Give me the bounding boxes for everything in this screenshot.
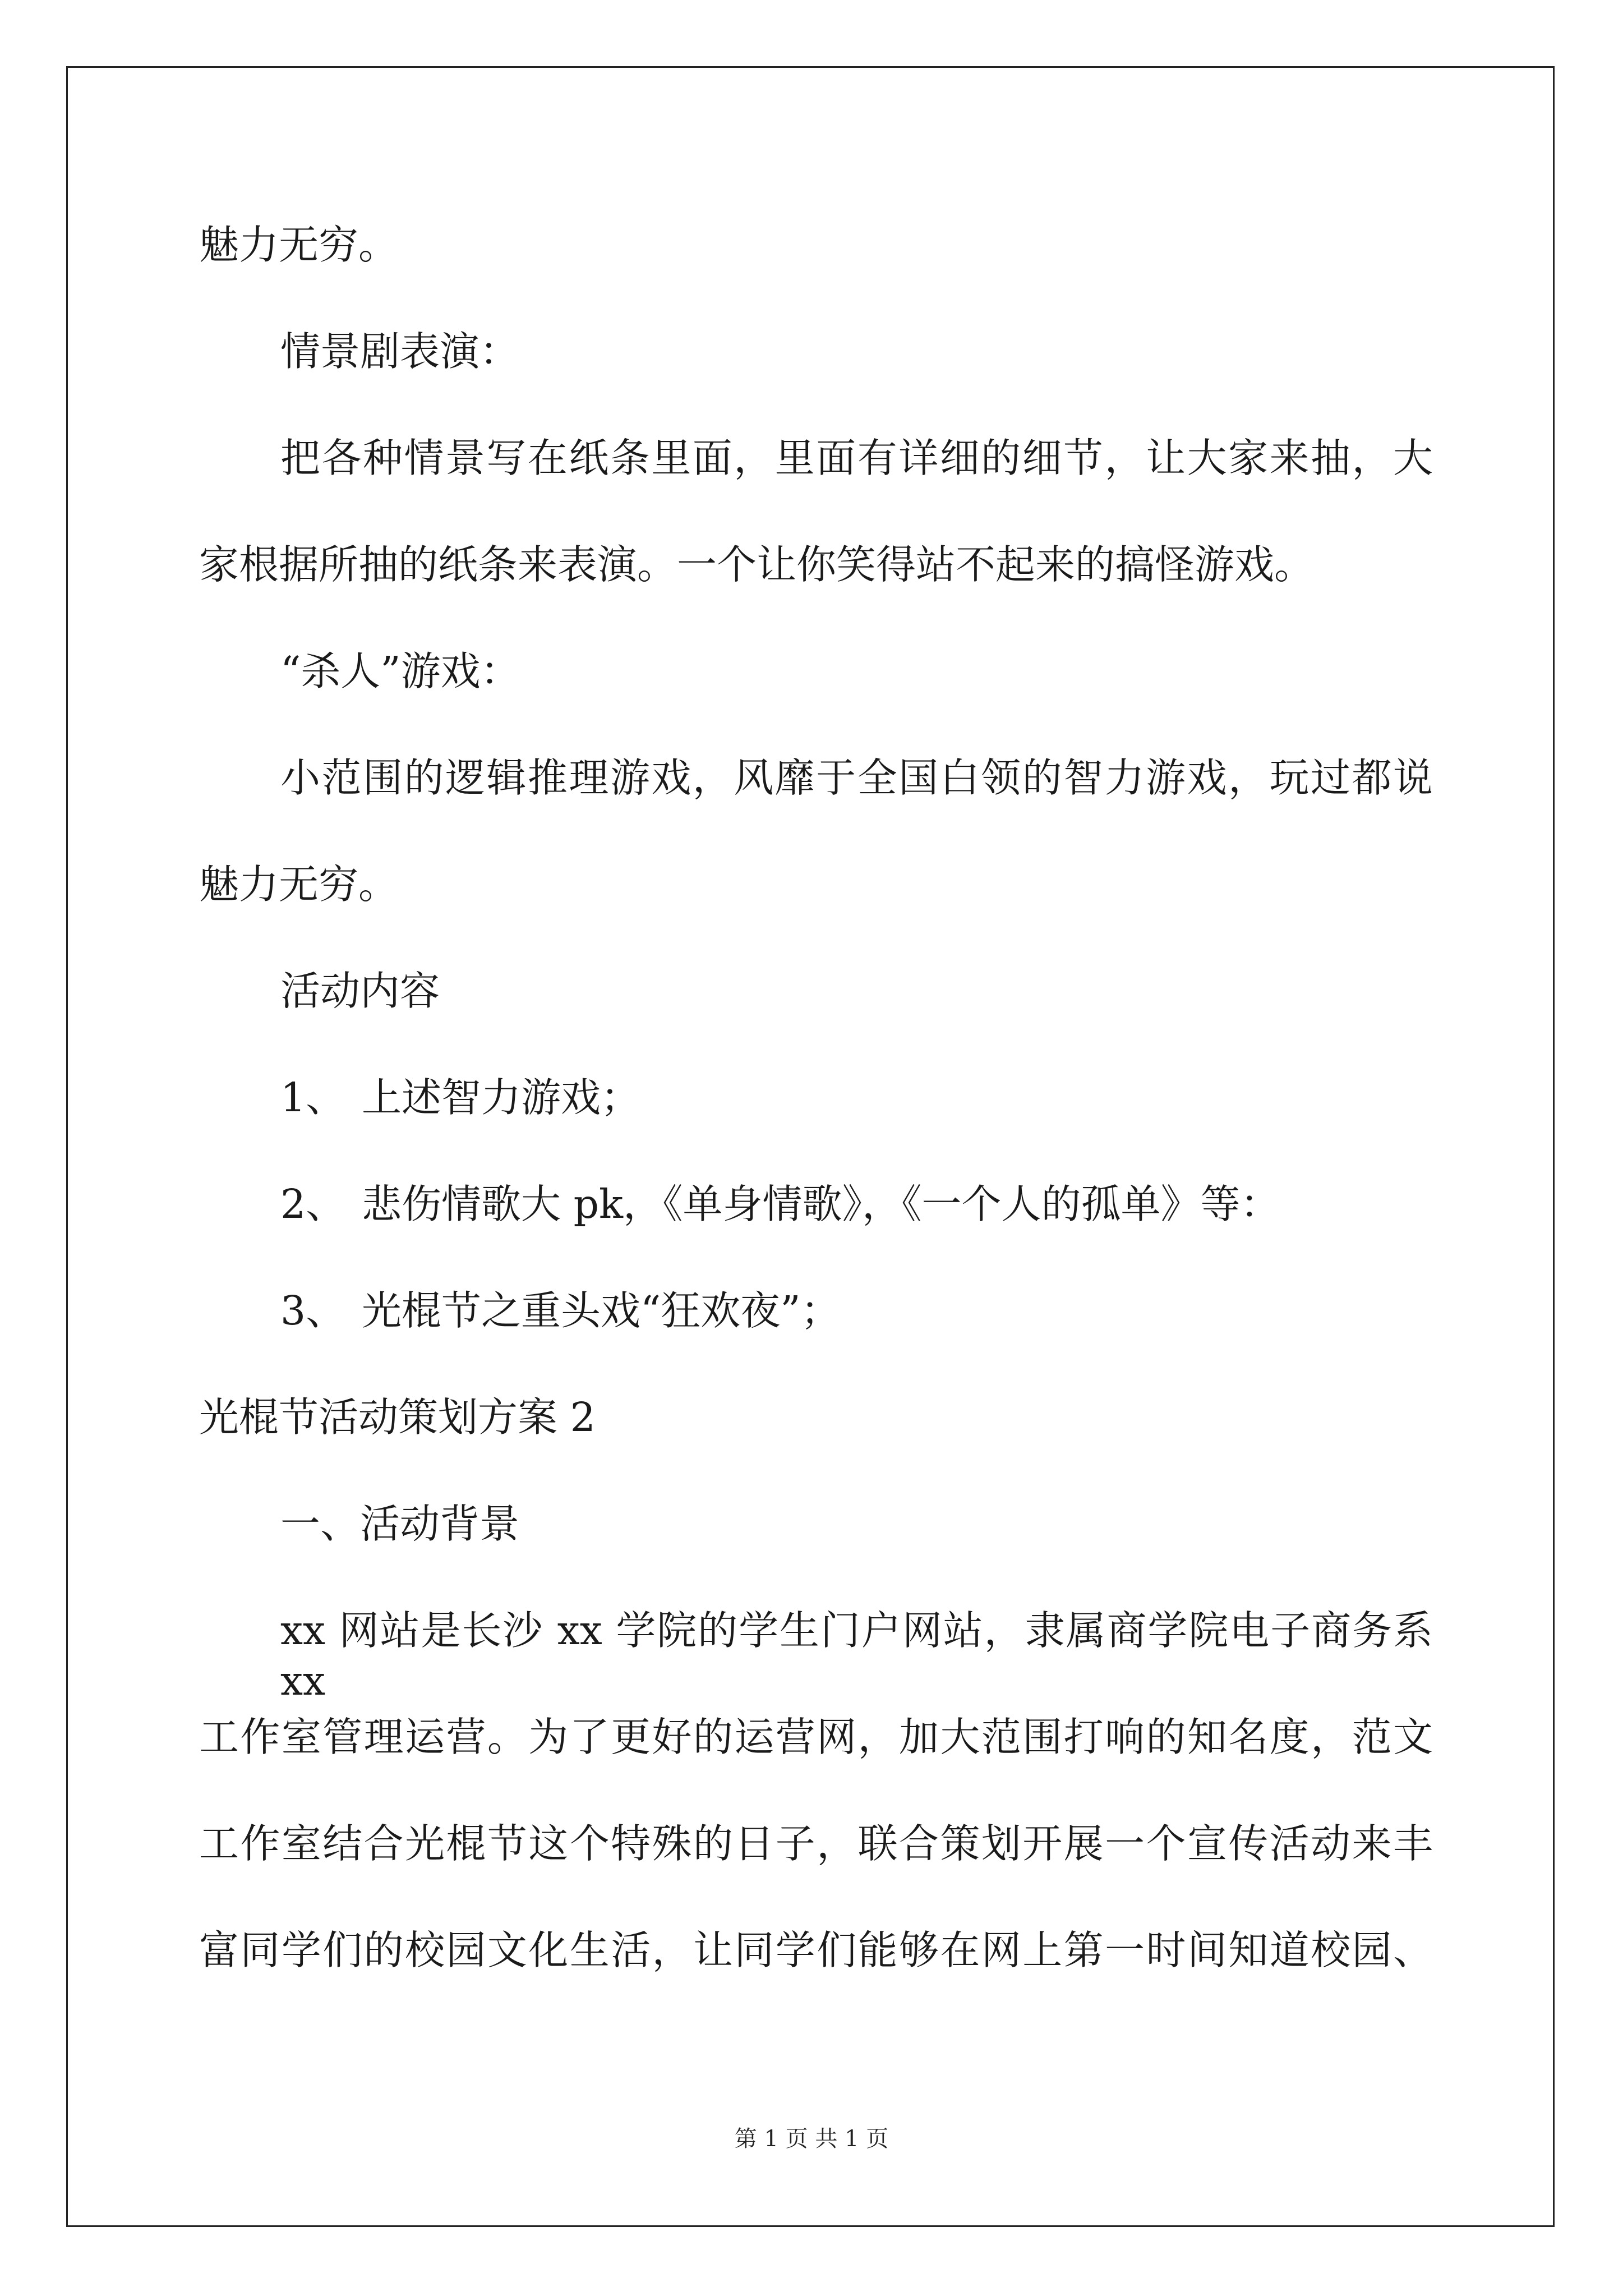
text-line: 家根据所抽的纸条来表演。一个让你笑得站不起来的搞怪游戏。 [199, 541, 1315, 588]
list-text: 悲伤情歌大 pk，《单身情歌》，《一个人的孤单》等： [362, 1181, 1280, 1227]
heading-situation-drama: 情景剧表演： [280, 328, 520, 375]
paragraph-line: xx 网站是长沙 xx 学院的学生门户网站，隶属商学院电子商务系 xx [280, 1607, 1433, 1704]
section-title: 光棍节活动策划方案 2 [199, 1394, 596, 1441]
text-line: 小范围的逻辑推理游戏，风靡于全国白领的智力游戏，玩过都说 [280, 754, 1433, 801]
heading-activity-content: 活动内容 [280, 968, 440, 1014]
page-footer: 第 1 页 共 1 页 [734, 2126, 889, 2152]
text-line: 魅力无穷。 [199, 861, 399, 908]
list-text: 上述智力游戏； [362, 1074, 641, 1121]
list-item [280, 1073, 640, 1123]
paragraph-line: 工作室管理运营。为了更好的运营网，加大范围打响的知名度，范文 [199, 1714, 1433, 1760]
text-line: 魅力无穷。 [199, 222, 399, 268]
list-item [280, 1286, 841, 1336]
list-item [280, 1179, 1280, 1230]
list-number: 3、 [280, 1287, 346, 1334]
list-number: 2、 [280, 1181, 346, 1227]
page-border [66, 66, 1555, 2227]
list-text: 光棍节之重头戏“狂欢夜”； [362, 1287, 841, 1334]
paragraph-line: 工作室结合光棍节这个特殊的日子，联合策划开展一个宣传活动来丰 [199, 1820, 1433, 1867]
heading-killer-game: “杀人”游戏： [280, 648, 520, 694]
text-line: 把各种情景写在纸条里面，里面有详细的细节，让大家来抽，大 [280, 435, 1433, 481]
paragraph-line: 富同学们的校园文化生活，让同学们能够在网上第一时间知道校园、 [199, 1927, 1433, 1973]
list-number: 1、 [280, 1074, 346, 1121]
sub-title: 一、活动背景 [280, 1501, 520, 1547]
